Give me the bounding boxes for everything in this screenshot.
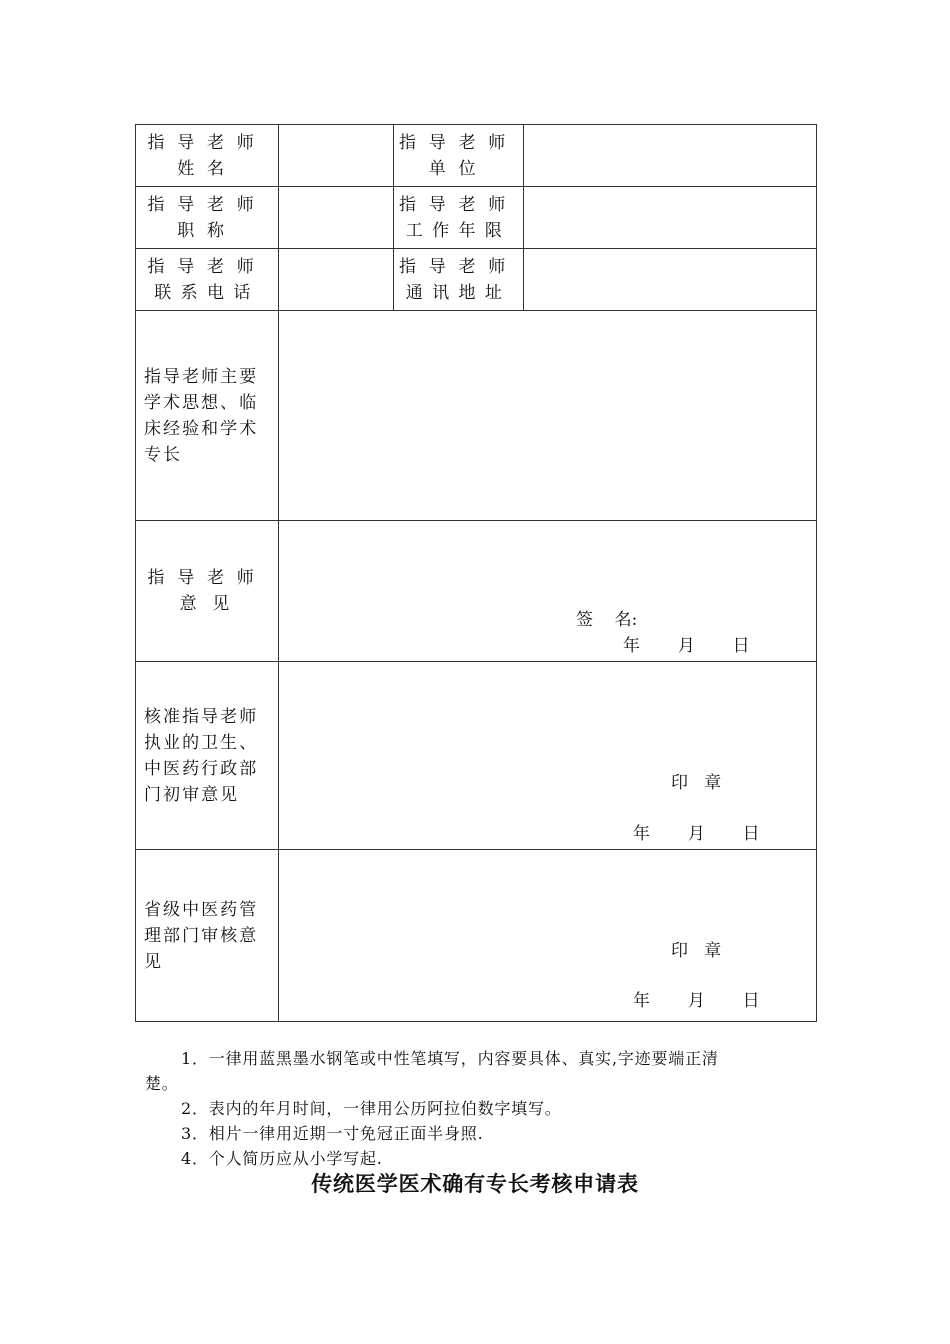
row-provincial-review xyxy=(136,850,817,1022)
page-title: 传统医学医术确有专长考核申请表 xyxy=(311,1171,639,1196)
field-academic[interactable] xyxy=(279,311,817,521)
row-teacher-opinion xyxy=(136,521,817,662)
row-teacher-title xyxy=(136,187,817,249)
field-teacher-title[interactable] xyxy=(279,187,394,249)
note-1: 1．一律用蓝黑墨水钢笔或中性笔填写，内容要具体、真实,字迹要端正清 xyxy=(181,1049,719,1068)
field-teacher-phone[interactable] xyxy=(279,249,394,311)
label-teacher-title: 指导老师 职称 xyxy=(136,187,279,249)
note-3: 3．相片一律用近期一寸免冠正面半身照. xyxy=(181,1124,484,1143)
label-teacher-phone: 指导老师 联系电话 xyxy=(136,249,279,311)
label-initial-review: 核准指导老师执业的卫生、中医药行政部门初审意见 xyxy=(136,662,279,850)
row-teacher-name xyxy=(136,125,817,187)
seal-label: 印 章 xyxy=(671,773,722,793)
date-label: 年 月 日 xyxy=(633,991,760,1011)
field-teacher-address[interactable] xyxy=(524,249,817,311)
note-4: 4．个人简历应从小学写起. xyxy=(181,1149,383,1168)
label-teacher-address: 指导老师 通讯地址 xyxy=(394,249,524,311)
signature-label: 签 名: xyxy=(576,610,638,630)
field-initial-review[interactable] xyxy=(279,662,817,850)
application-form-table xyxy=(135,124,817,1022)
seal-label: 印 章 xyxy=(671,941,722,961)
label-academic: 指导老师主要学术思想、临床经验和学术专长 xyxy=(136,311,279,521)
field-teacher-years[interactable] xyxy=(524,187,817,249)
row-teacher-contact xyxy=(136,249,817,311)
instructions xyxy=(145,1046,810,1171)
note-2: 2．表内的年月时间，一律用公历阿拉伯数字填写。 xyxy=(181,1099,562,1118)
field-teacher-opinion[interactable] xyxy=(279,521,817,662)
field-provincial-review[interactable] xyxy=(279,850,817,1022)
note-1-continued: 楚。 xyxy=(145,1074,179,1093)
date-label: 年 月 日 xyxy=(623,636,750,656)
field-teacher-name[interactable] xyxy=(279,125,394,187)
label-teacher-years: 指导老师 工作年限 xyxy=(394,187,524,249)
row-initial-review xyxy=(136,662,817,850)
date-label: 年 月 日 xyxy=(633,824,760,844)
field-teacher-unit[interactable] xyxy=(524,125,817,187)
label-provincial-review: 省级中医药管理部门审核意见 xyxy=(136,850,279,1022)
label-teacher-name: 指导老师 姓名 xyxy=(136,125,279,187)
row-academic xyxy=(136,311,817,521)
label-teacher-unit: 指导老师 单位 xyxy=(394,125,524,187)
label-teacher-opinion: 指导老师 意 见 xyxy=(136,521,279,662)
